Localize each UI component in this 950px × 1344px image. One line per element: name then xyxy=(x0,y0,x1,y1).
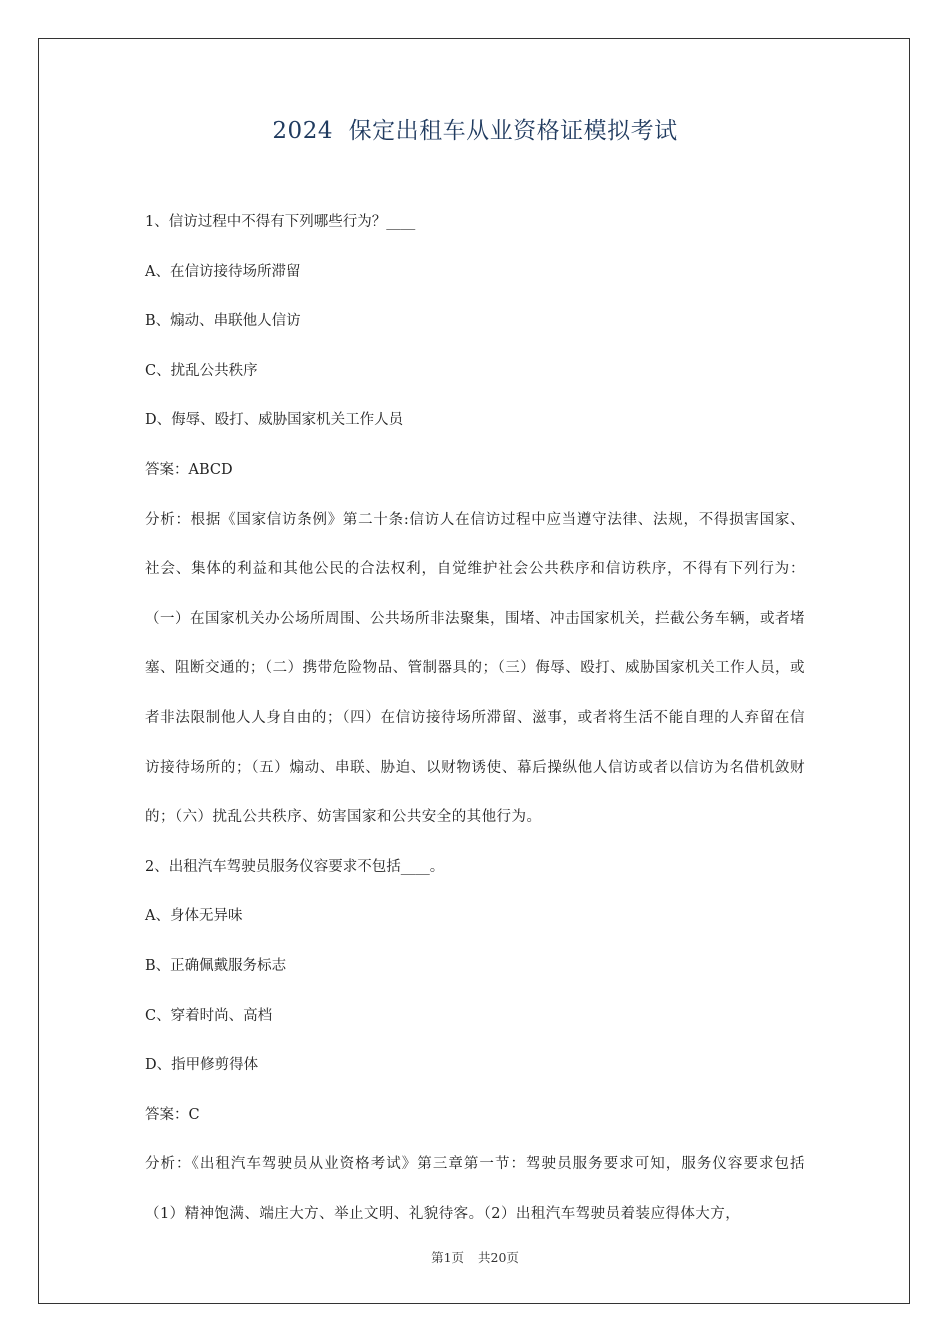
analysis: 分析：根据《国家信访条例》第二十条:信访人在信访过程中应当遵守法律、法规，不得损害国家、社会、集体的利益和其他公民的合法权利，自觉维护社会公共秩序和信访秩序，不得有下列行为：（一）在国家机关办公场所周围、公共场所非法聚集，围堵、冲击国家机关，拦截公务车辆，或者堵塞、阻断交通的；（二）携带危险物品、管制器具的；（三）侮辱、殴打、威胁国家机关工作人员，或者非法限制他人人身自由的；（四）在信访接待场所滞留、滋事，或者将生活不能自理的人弃留在信访接待场所的；（五）煽动、串联、胁迫、以财物诱使、幕后操纵他人信访或者以信访为名借机敛财的；（六）扰乱公共秩序、妨害国家和公共安全的其他行为。 xyxy=(145,511,805,826)
option-b: B、正确佩戴服务标志 xyxy=(145,957,287,974)
document-body xyxy=(145,198,805,1239)
question-stem: 1、信访过程中不得有下列哪些行为？____ xyxy=(145,214,416,230)
document-title: 2024 保定出租车从业资格证模拟考试 xyxy=(272,118,678,144)
option-c: C、扰乱公共秩序 xyxy=(145,362,258,379)
option-d: D、指甲修剪得体 xyxy=(145,1057,259,1074)
question-2 xyxy=(145,843,805,1240)
analysis: 分析：《出租汽车驾驶员从业资格考试》第三章第一节：驾驶员服务要求可知，服务仪容要求包括（1）精神饱满、端庄大方、举止文明、礼貌待客。（2）出租汽车驾驶员着装应得体大方， xyxy=(145,1156,805,1222)
option-a: A、在信访接待场所滞留 xyxy=(145,263,301,280)
question-stem: 2、出租汽车驾驶员服务仪容要求不包括____。 xyxy=(145,858,445,875)
option-b: B、煽动、串联他人信访 xyxy=(145,313,301,330)
option-c: C、穿着时尚、高档 xyxy=(145,1007,273,1024)
page-footer xyxy=(0,1248,950,1266)
page-total: 共20页 xyxy=(478,1250,519,1265)
option-d: D、侮辱、殴打、威胁国家机关工作人员 xyxy=(145,412,404,429)
answer: 答案：ABCD xyxy=(145,461,233,478)
option-a: A、身体无异味 xyxy=(145,908,243,925)
answer: 答案：C xyxy=(145,1106,200,1123)
page-number: 第1页 xyxy=(431,1250,465,1265)
question-1 xyxy=(145,198,805,843)
